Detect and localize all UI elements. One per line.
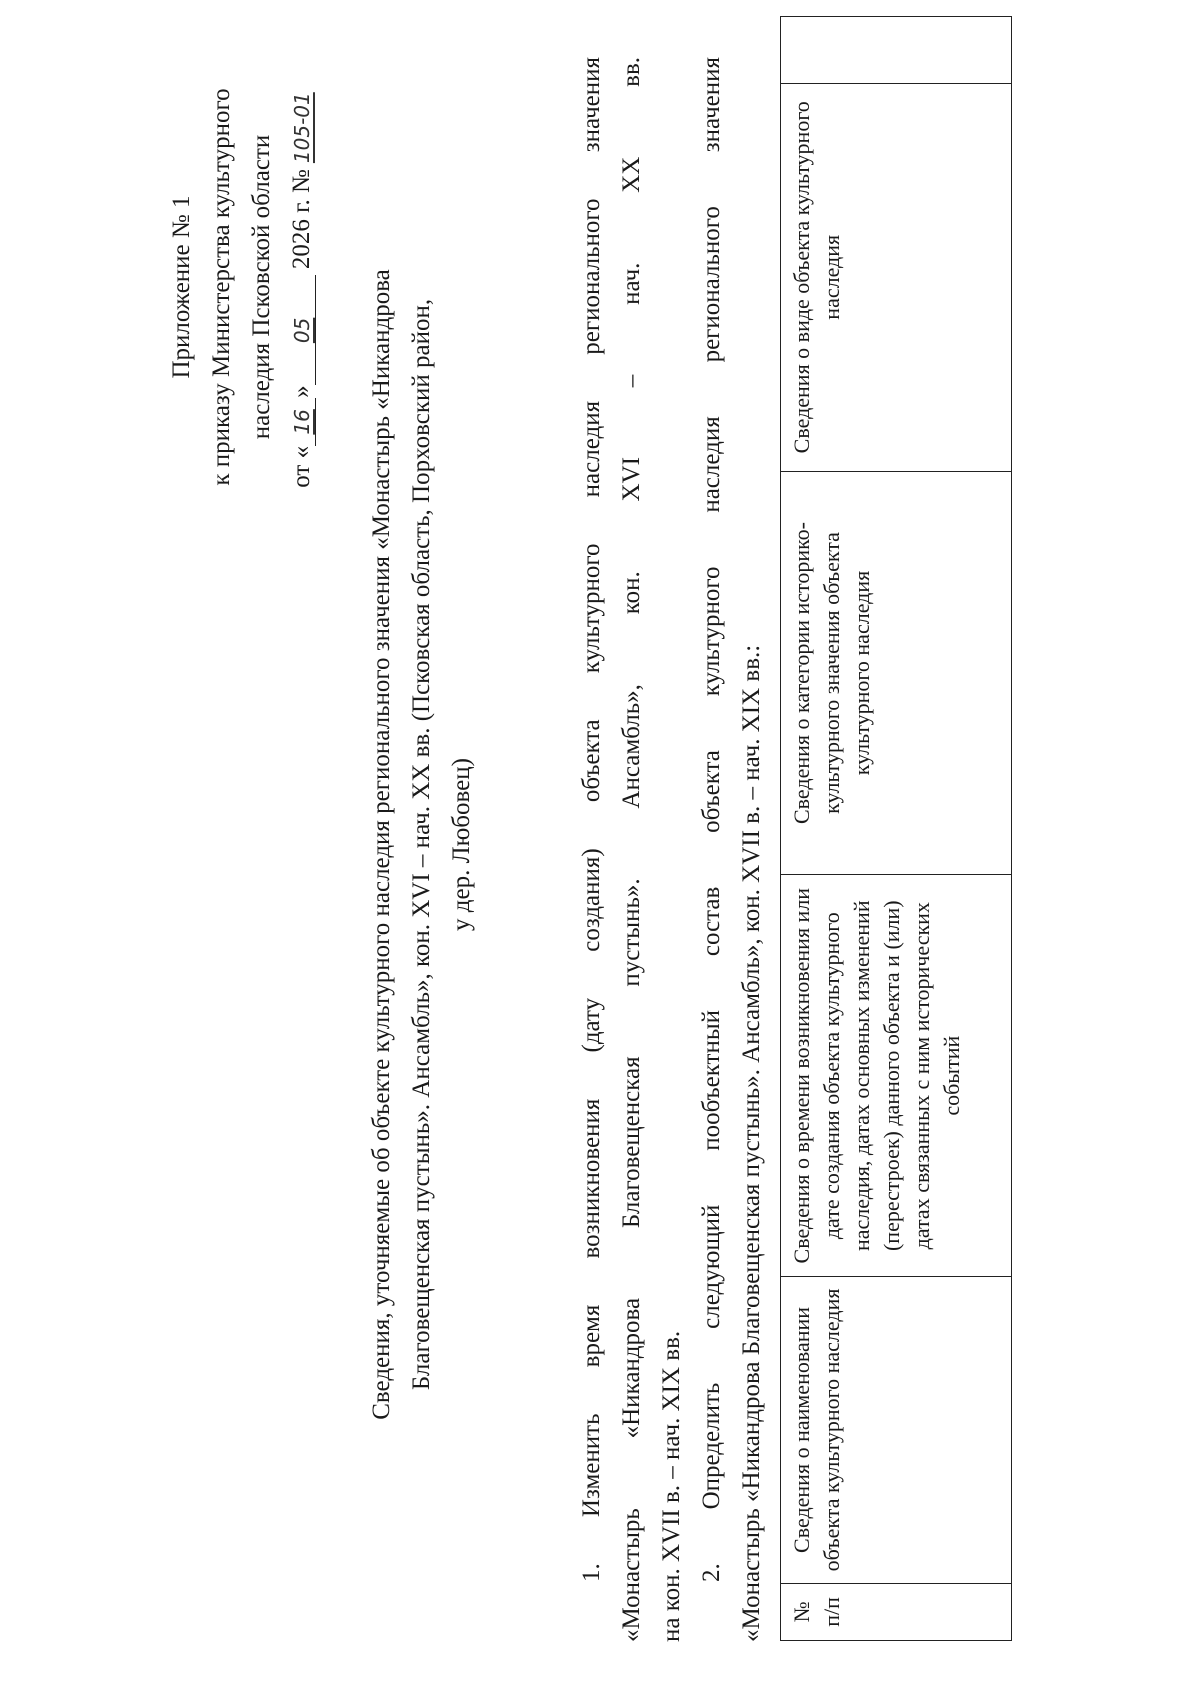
header-number: № п/п: [781, 1583, 1012, 1640]
day-blank: [289, 398, 316, 446]
order-reference-line: к приказу Министерства культурного: [208, 88, 235, 486]
handwritten-month: 05: [290, 317, 314, 344]
date-prefix: от «: [288, 445, 315, 488]
paragraph-1-line-2: «Монастырь «Никандрова Благовещенская пустынь». Ансамбль», кон. XVI – нач. XX вв.: [618, 57, 645, 1642]
header-object-name: Сведения о наименовании объекта культурного наследия: [781, 1277, 1012, 1584]
header-creation-date: Сведения о времени возникновения или дате создания объекта культурного наследия, датах основных изменений (перестроек) данного объекта и (или) датах связанных с ним исторических событий: [781, 875, 1012, 1277]
paragraph-1-line-3: на кон. XVII в. – нач. XIX вв.: [658, 1330, 685, 1642]
header-extra-column: [781, 17, 1012, 84]
header-object-type: Сведения о виде объекта культурного наследия: [781, 83, 1012, 471]
handwritten-day: 16: [290, 409, 314, 435]
approval-stamp-block: [162, 77, 322, 497]
heading-line-1: Сведения, уточняемые об объекте культурного наследия регионального значения «Монастырь «Никандрова: [368, 269, 395, 1420]
table-header-row: [781, 17, 1012, 1641]
paragraph-1: [572, 57, 692, 1642]
handwritten-order-number: 105-01: [290, 92, 314, 164]
heading-line-2: Благовещенская пустынь». Ансамбль», кон. XVI – нач. XX вв. (Псковская область, Порховский район,: [408, 298, 435, 1391]
order-date-line: [282, 77, 322, 497]
heading-line-3: у дер. Любовец): [448, 758, 475, 931]
object-composition-table: [780, 16, 1012, 1641]
ministry-name-line: наследия Псковской области: [248, 134, 275, 440]
document-heading: [362, 152, 482, 1537]
appendix-label: Приложение № 1: [168, 195, 195, 379]
paragraph-2: [692, 57, 772, 1642]
day-suffix: »: [288, 385, 315, 398]
paragraph-2-line-1: 2. Определить следующий пообъектный состав объекта культурного наследия регионального значения: [698, 57, 725, 1582]
year-and-number-label: 2026 г. №: [288, 169, 315, 270]
paragraph-2-line-2: «Монастырь «Никандрова Благовещенская пустынь». Ансамбль», кон. XVII в. – нач. XIX вв.:: [738, 644, 765, 1642]
paragraph-1-line-1: 1. Изменить время возникновения (дату создания) объекта культурного наследия регионального значения: [578, 57, 605, 1582]
month-blank: [289, 275, 316, 385]
header-significance-category: Сведения о категории историко-культурного значения объекта культурного наследия: [781, 471, 1012, 875]
